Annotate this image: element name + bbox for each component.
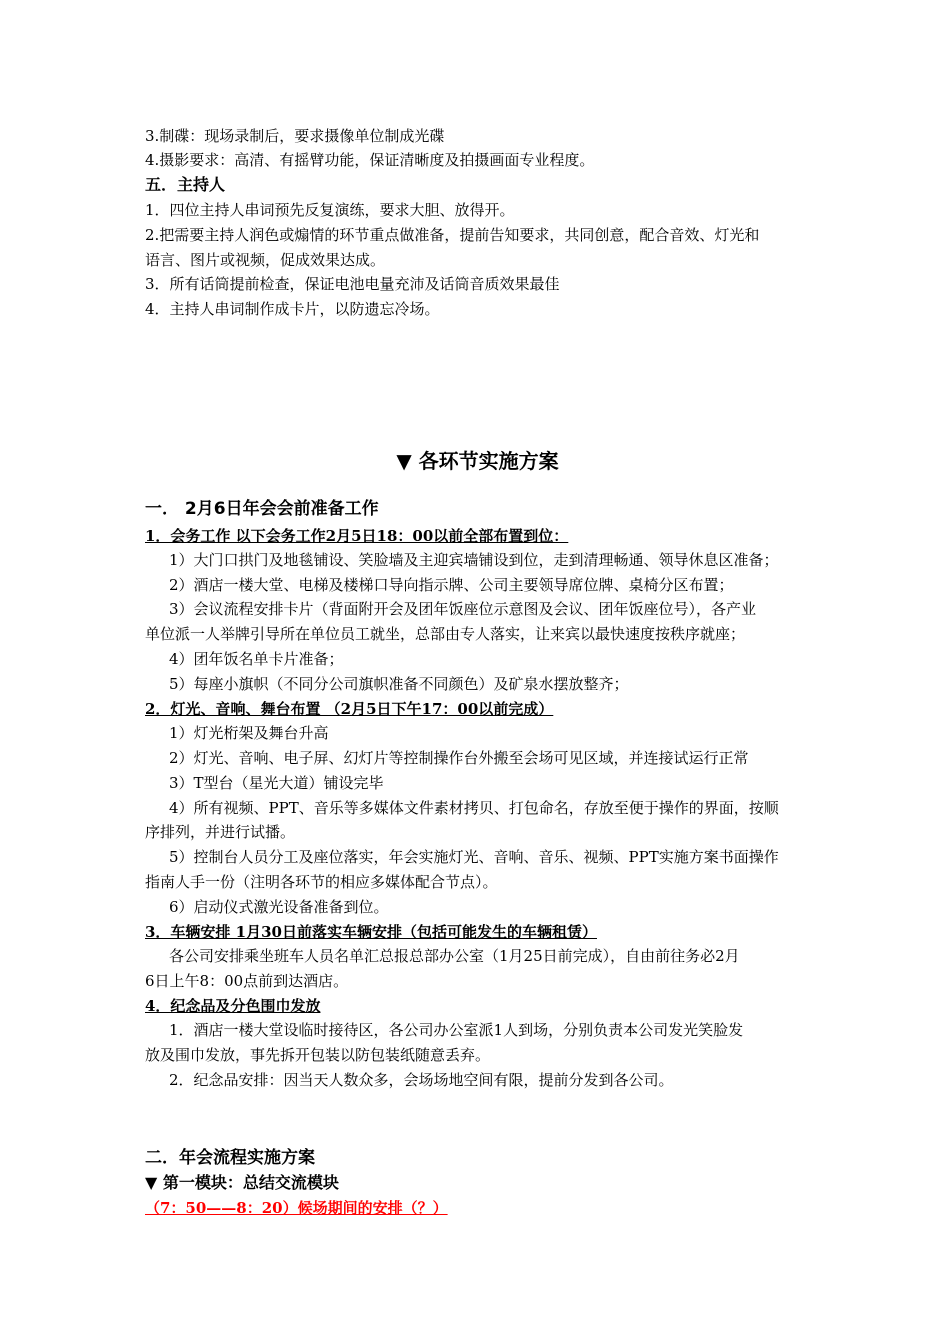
text-line: 指南人手一份（注明各环节的相应多媒体配合节点）。	[145, 873, 498, 891]
text-line: 3．所有话筒提前检查，保证电池电量充沛及话筒音质效果最佳	[145, 275, 560, 293]
text-line: 6）启动仪式激光设备准备到位。	[169, 898, 389, 916]
text-line: 1）大门口拱门及地毯铺设、笑脸墙及主迎宾墙铺设到位，走到清理畅通、领导休息区准备；	[169, 551, 779, 569]
text-line: 4．主持人串词制作成卡片，以防遗忘冷场。	[145, 300, 440, 318]
text-line: 1．酒店一楼大堂设临时接待区，各公司办公室派1人到场，分别负责本公司发光笑脸发	[169, 1021, 744, 1039]
item4-heading: 4．纪念品及分色围巾发放	[145, 997, 321, 1015]
text-line: 5）每座小旗帜（不同分公司旗帜准备不同颜色）及矿泉水摆放整齐；	[169, 675, 629, 693]
text-line: 3）会议流程安排卡片（背面附开会及团年饭座位示意图及会议、团年饭座位号），各产业	[169, 600, 757, 618]
text-line: 序排列，并进行试播。	[145, 823, 296, 841]
part2-heading: 二．年会流程实施方案	[145, 1148, 315, 1168]
text-line: 4）团年饭名单卡片准备；	[169, 650, 344, 668]
text-line: 1．四位主持人串词预先反复演练，要求大胆、放得开。	[145, 201, 515, 219]
part1-heading: 一． 2月6日年会会前准备工作	[145, 499, 379, 519]
item1-heading: 1．会务工作 以下会务工作2月5日18：00以前全部布置到位：	[145, 527, 569, 545]
text-line: 4.摄影要求：高清、有摇臂功能，保证清晰度及拍摄画面专业程度。	[145, 151, 595, 169]
text-line: 4）所有视频、PPT、音乐等多媒体文件素材拷贝、打包命名，存放至便于操作的界面，按顺	[169, 799, 779, 817]
schedule-line: （7：50——8：20）候场期间的安排（？）	[145, 1199, 448, 1217]
text-line: 6日上午8：00点前到达酒店。	[145, 972, 349, 990]
main-title: ▼ 各环节实施方案	[396, 449, 559, 473]
text-line: 3）T型台（星光大道）铺设完毕	[169, 774, 384, 792]
module-heading: ▼ 第一模块：总结交流模块	[145, 1173, 339, 1192]
text-line: 2）酒店一楼大堂、电梯及楼梯口导向指示牌、公司主要领导席位牌、桌椅分区布置；	[169, 576, 734, 594]
text-line: 2.把需要主持人润色或煽情的环节重点做准备，提前告知要求，共同创意，配合音效、灯光和	[145, 226, 760, 244]
text-line: 放及围巾发放，事先拆开包装以防包装纸随意丢弃。	[145, 1046, 491, 1064]
text-line: 2）灯光、音响、电子屏、幻灯片等控制操作台外搬至会场可见区域，并连接试运行正常	[169, 749, 749, 767]
text-line: 语言、图片或视频，促成效果达成。	[145, 251, 386, 269]
item2-heading: 2．灯光、音响、舞台布置 （2月5日下午17：00以前完成）	[145, 700, 554, 718]
text-line: 1）灯光桁架及舞台升高	[169, 724, 329, 742]
text-line: 2．纪念品安排：因当天人数众多，会场场地空间有限，提前分发到各公司。	[169, 1071, 674, 1089]
item3-heading: 3．车辆安排 1月30日前落实车辆安排（包括可能发生的车辆租赁）	[145, 923, 597, 941]
text-line: 各公司安排乘坐班车人员名单汇总报总部办公室（1月25日前完成），自由前往务必2月	[169, 947, 740, 965]
host-heading: 五．主持人	[145, 175, 226, 194]
text-line: 5）控制台人员分工及座位落实，年会实施灯光、音响、音乐、视频、PPT实施方案书面操作	[169, 848, 779, 866]
text-line: 单位派一人举牌引导所在单位员工就坐，总部由专人落实，让来宾以最快速度按秩序就座；	[145, 625, 746, 643]
text-line: 3.制碟：现场录制后，要求摄像单位制成光碟	[145, 127, 445, 145]
